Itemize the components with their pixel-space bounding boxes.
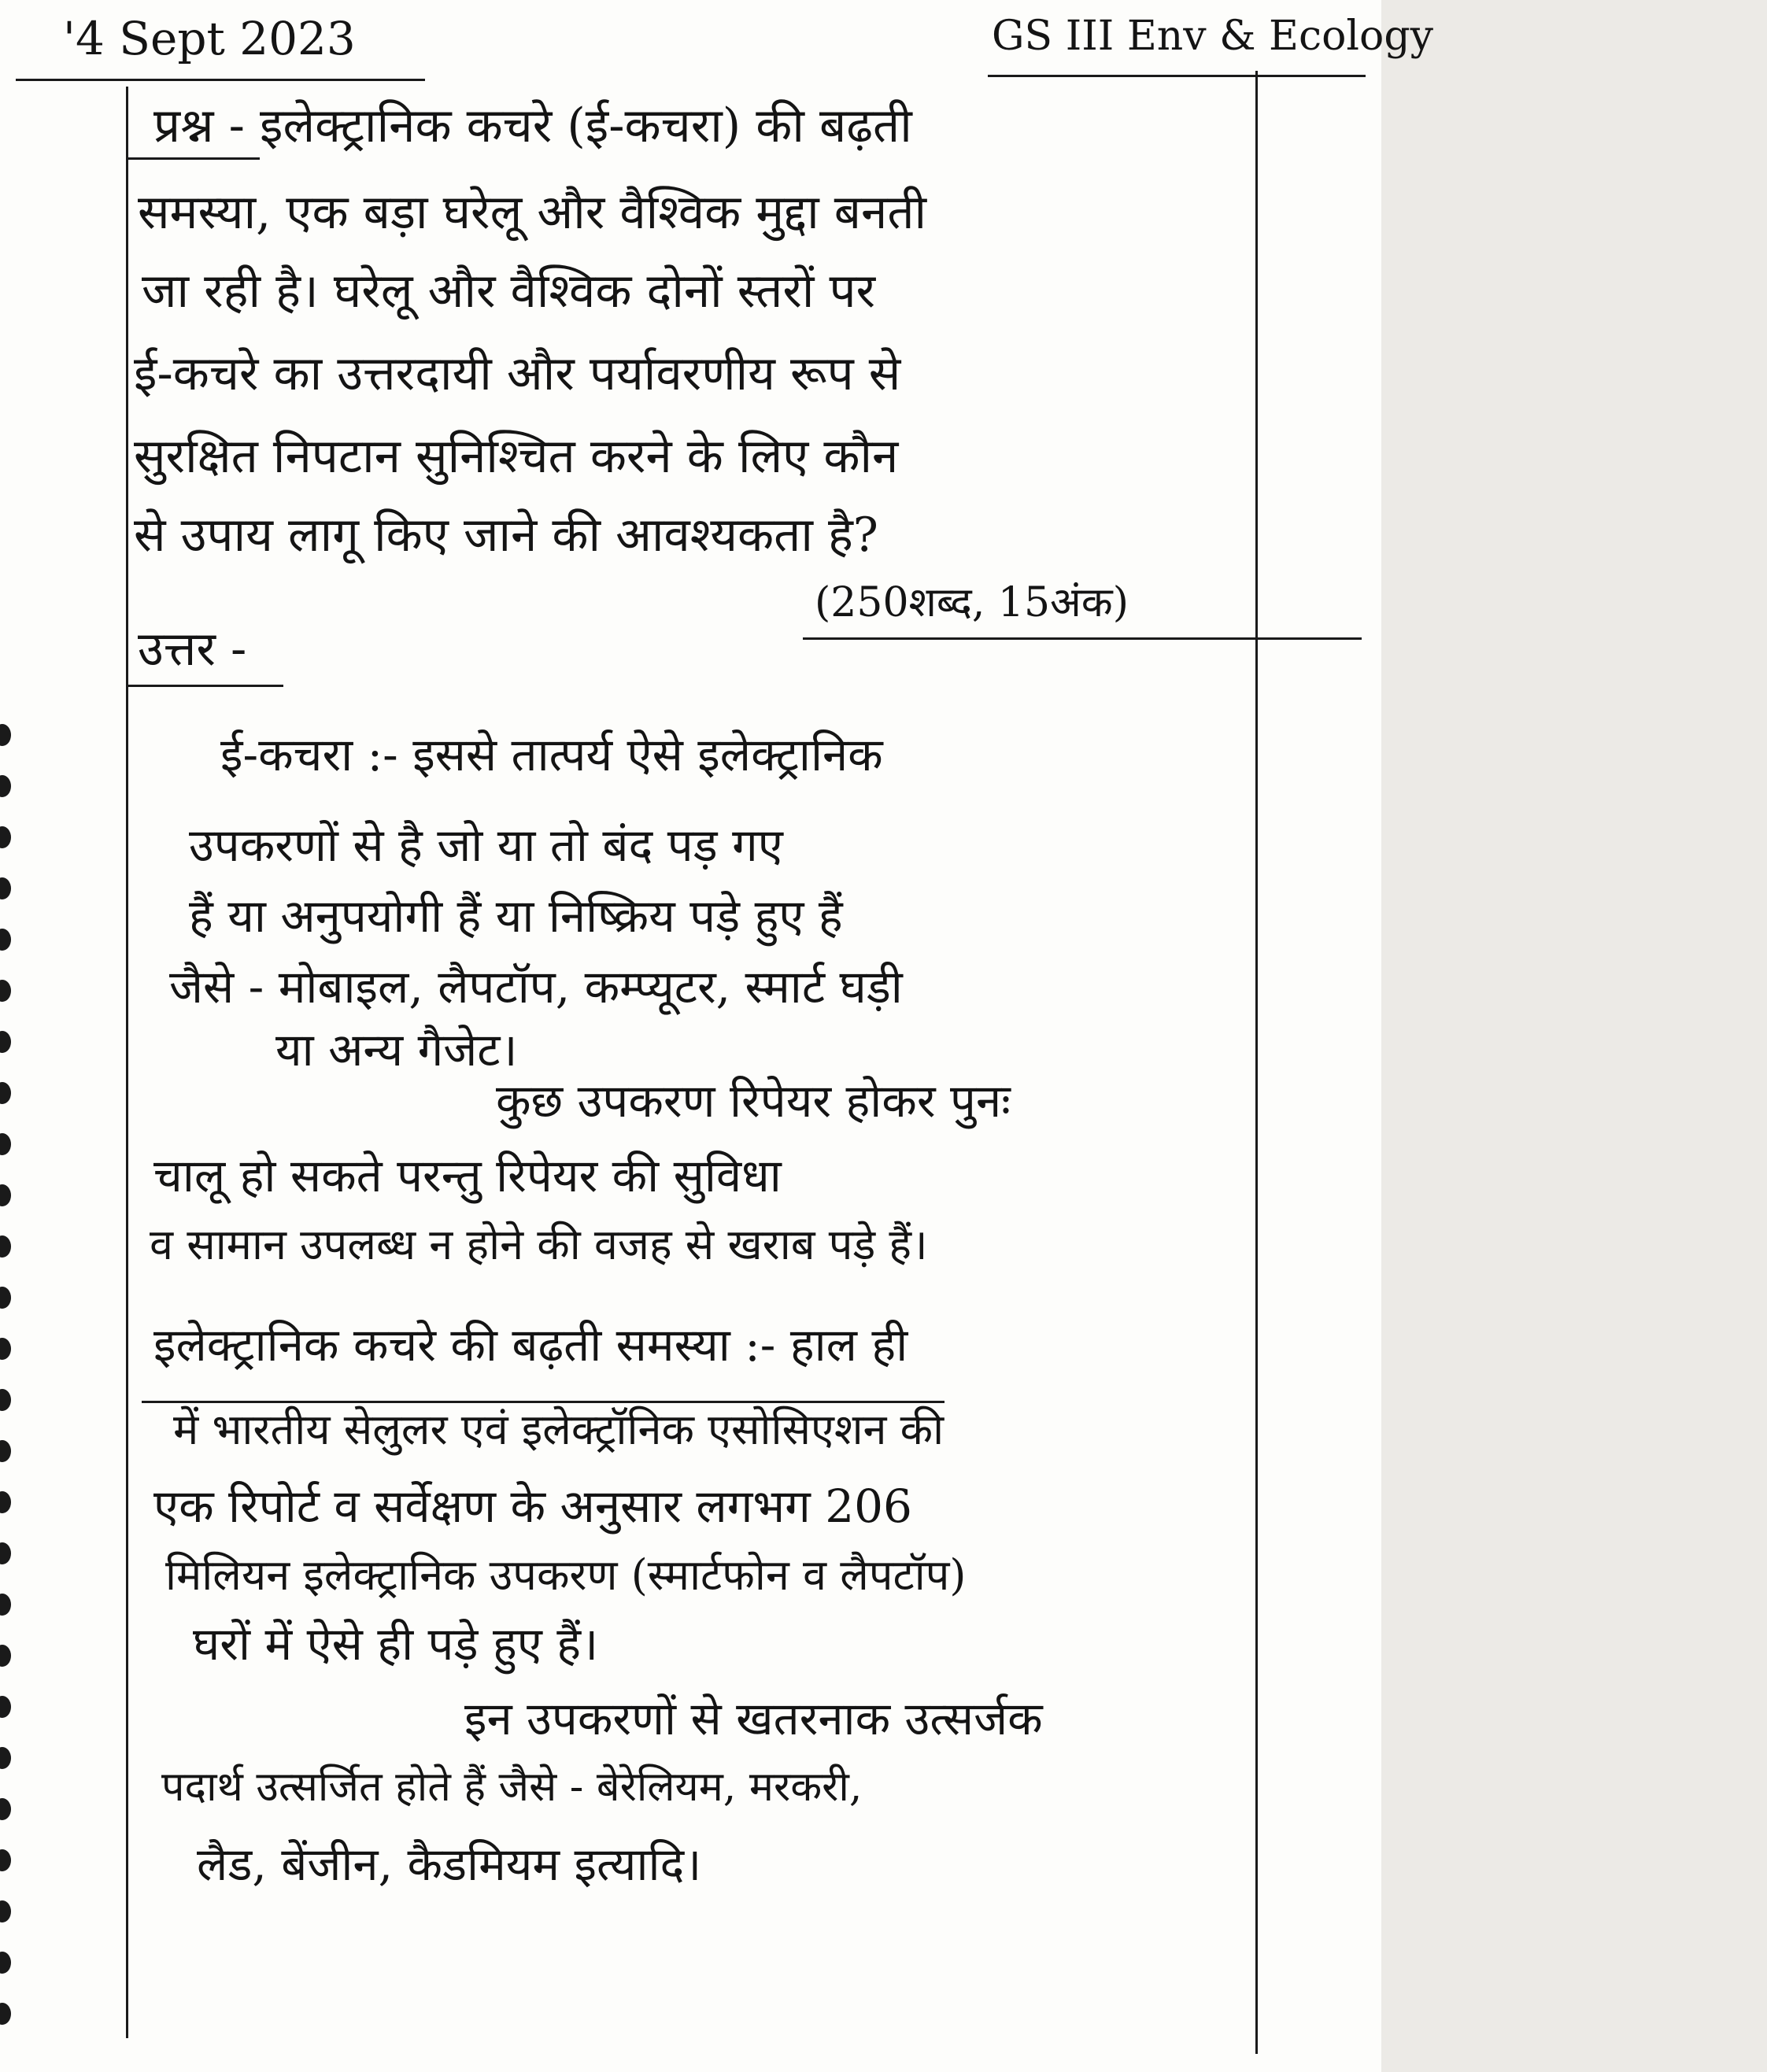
answer-line: उपकरणों से है जो या तो बंद पड़ गए: [189, 818, 783, 872]
question-line: प्रश्न - इलेक्ट्रानिक कचरे (ई-कचरा) की बढ़ती: [153, 98, 912, 153]
answer-line: लैड, बेंजीन, कैडमियम इत्यादि।: [197, 1837, 702, 1891]
subject-text: GS III Env & Ecology: [992, 13, 1434, 60]
answer-line: व सामान उपलब्ध न होने की वजह से खराब पड़े हैं।: [150, 1220, 928, 1269]
header-rule-right: [988, 75, 1366, 77]
answer-label: उत्तर -: [138, 622, 247, 677]
binding-hole: [0, 1440, 11, 1462]
header-rule-left: [16, 79, 425, 81]
question-label-underline: [126, 157, 260, 160]
binding-hole: [0, 1798, 11, 1820]
date-text: '4 Sept 2023: [63, 12, 356, 65]
answer-line: जैसे - मोबाइल, लैपटॉप, कम्प्यूटर, स्मार्ट घड़ी: [169, 960, 903, 1014]
question-line: सुरक्षित निपटान सुनिश्चित करने के लिए कौन: [134, 429, 899, 484]
binding-hole: [0, 1696, 11, 1718]
spiral-binding: [0, 0, 25, 2072]
question-line: से उपाय लागू किए जाने की आवश्यकता है?: [134, 508, 878, 563]
binding-hole: [0, 1594, 11, 1616]
section-heading: इलेक्ट्रानिक कचरे की बढ़ती समस्या :- हाल ही: [153, 1318, 908, 1372]
answer-line: पदार्थ उत्सर्जित होते हैं जैसे - बेरेलियम, मरकरी,: [161, 1764, 863, 1811]
binding-hole: [0, 980, 11, 1002]
binding-hole: [0, 2003, 11, 2025]
answer-line: इन उपकरणों से खतरनाक उत्सर्जक: [464, 1692, 1043, 1745]
question-marks: (250शब्द, 15अंक): [815, 579, 1129, 626]
section-underline: [142, 1401, 944, 1403]
answer-line: हैं या अनुपयोगी हैं या निष्क्रिय पड़े हुए हैं: [189, 889, 843, 943]
answer-label-underline: [126, 685, 283, 687]
binding-hole: [0, 1952, 11, 1974]
answer-line: या अन्य गैजेट।: [275, 1023, 518, 1077]
question-end-rule: [803, 637, 1362, 640]
binding-hole: [0, 826, 11, 848]
binding-hole: [0, 877, 11, 899]
binding-hole: [0, 1287, 11, 1309]
answer-line: चालू हो सकते परन्तु रिपेयर की सुविधा: [153, 1149, 782, 1202]
answer-line: कुछ उपकरण रिपेयर होकर पुनः: [496, 1074, 1011, 1128]
answer-line: ई-कचरा :- इससे तात्पर्य ऐसे इलेक्ट्रानिक: [220, 728, 883, 781]
binding-hole: [0, 929, 11, 951]
binding-hole: [0, 1542, 11, 1564]
binding-hole: [0, 1082, 11, 1104]
answer-line: मिलियन इलेक्ट्रानिक उपकरण (स्मार्टफोन व लैपटॉप): [165, 1550, 967, 1600]
binding-hole: [0, 1031, 11, 1053]
answer-line: एक रिपोर्ट व सर्वेक्षण के अनुसार लगभग 206: [153, 1479, 912, 1533]
margin-line-right: [1255, 71, 1258, 2054]
binding-hole: [0, 1133, 11, 1155]
binding-hole: [0, 1747, 11, 1769]
answer-line: में भारतीय सेलुलर एवं इलेक्ट्रॉनिक एसोसिएशन की: [173, 1405, 944, 1454]
binding-hole: [0, 1491, 11, 1513]
question-line: समस्या, एक बड़ा घरेलू और वैश्विक मुद्दा बनती: [138, 185, 927, 240]
answer-line: घरों में ऐसे ही पड़े हुए हैं।: [193, 1617, 599, 1671]
page-edge-shadow: [1381, 0, 1767, 2072]
binding-hole: [0, 1849, 11, 1871]
binding-hole: [0, 1645, 11, 1667]
question-line: जा रही है। घरेलू और वैश्विक दोनों स्तरों पर: [142, 264, 876, 319]
question-line: ई-कचरे का उत्तरदायी और पर्यावरणीय रूप से: [134, 346, 901, 401]
binding-hole: [0, 1389, 11, 1411]
binding-hole: [0, 724, 11, 746]
binding-hole: [0, 1235, 11, 1258]
binding-hole: [0, 1184, 11, 1206]
binding-hole: [0, 775, 11, 797]
margin-line-left: [126, 87, 128, 2038]
binding-hole: [0, 1900, 11, 1922]
binding-hole: [0, 1338, 11, 1360]
